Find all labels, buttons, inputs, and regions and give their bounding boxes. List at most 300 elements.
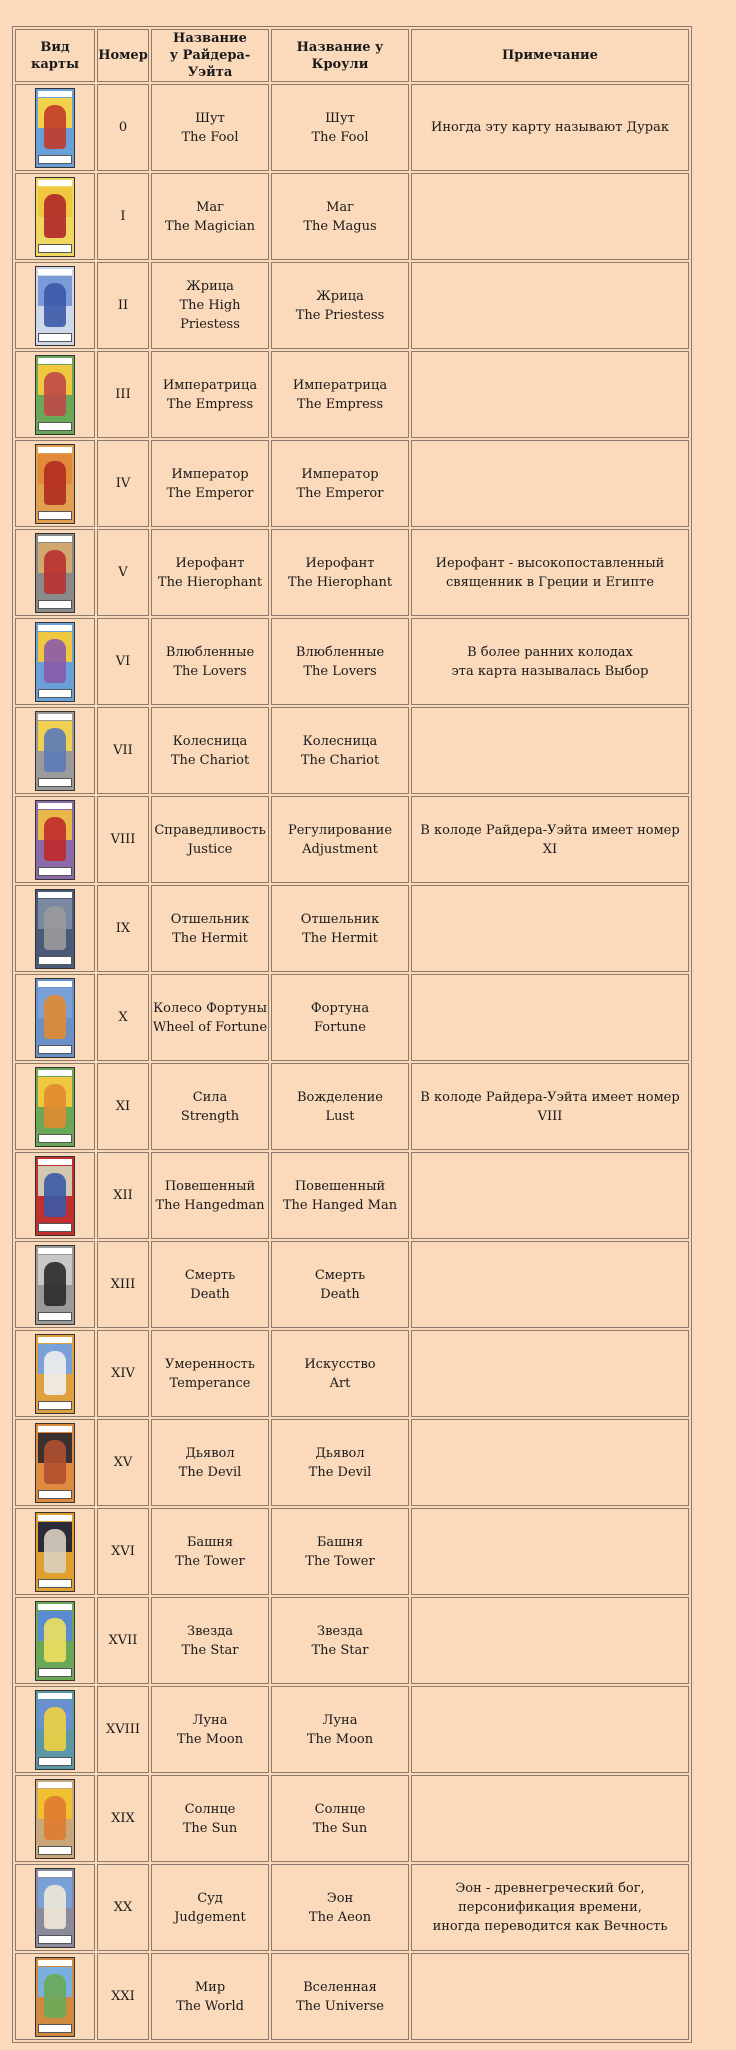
card-number: XIX xyxy=(97,1775,149,1862)
card-figure xyxy=(44,372,66,416)
crowley-name-ru: Иерофант xyxy=(305,555,375,571)
crowley-name-cell xyxy=(271,1864,409,1951)
crowley-name-en: The Hierophant xyxy=(287,574,393,590)
card-figure xyxy=(44,1529,66,1573)
note-line-1: Иногда эту карту называют Дурак xyxy=(431,120,669,135)
rw-name-en: Strength xyxy=(180,1108,240,1124)
crowley-name-en: The Sun xyxy=(312,1820,368,1836)
card-top-band xyxy=(38,1426,72,1432)
table-row xyxy=(15,351,689,438)
card-top-band xyxy=(38,1515,72,1521)
header-rw-name-line2: у Райдера-Уэйта xyxy=(169,48,251,80)
card-title-band xyxy=(38,956,72,965)
rw-name-ru: Колесница xyxy=(172,733,248,749)
card-number: XI xyxy=(97,1063,149,1150)
card-number: VII xyxy=(97,707,149,794)
crowley-name-en: The Universe xyxy=(296,1998,384,2014)
rw-name-ru: Иерофант xyxy=(175,555,245,571)
note-line-1: В более ранних колодах xyxy=(467,644,633,660)
card-top-band xyxy=(38,892,72,898)
crowley-name-en: The Aeon xyxy=(308,1909,372,1925)
crowley-name-en: Adjustment xyxy=(302,841,378,857)
card-title-band xyxy=(38,333,72,342)
card-top-band xyxy=(38,1159,72,1165)
note-cell xyxy=(411,1419,689,1506)
table-row xyxy=(15,84,689,171)
tarot-card-image xyxy=(35,1334,75,1414)
note-cell xyxy=(411,796,689,883)
table-row xyxy=(15,440,689,527)
rw-name-cell xyxy=(151,1686,269,1773)
rw-name-en: Death xyxy=(190,1286,230,1302)
crowley-name-ru: Император xyxy=(301,466,379,482)
rw-name-ru: Дьявол xyxy=(185,1445,235,1461)
card-figure xyxy=(44,1707,66,1751)
crowley-name-ru: Луна xyxy=(322,1712,358,1728)
rw-name-cell xyxy=(151,1864,269,1951)
note-line-1: В колоде Райдера-Уэйта имеет номер VIII xyxy=(420,1089,680,1124)
crowley-name-en: The Moon xyxy=(306,1731,374,1747)
rw-name-cell xyxy=(151,1775,269,1862)
rw-name-en: The Devil xyxy=(178,1464,242,1480)
table-row xyxy=(15,262,689,349)
table-row xyxy=(15,1597,689,1684)
crowley-name-cell xyxy=(271,351,409,438)
crowley-name-cell xyxy=(271,1241,409,1328)
card-number: IX xyxy=(97,885,149,972)
card-title-band xyxy=(38,2024,72,2033)
card-image-cell xyxy=(15,1241,95,1328)
card-top-band xyxy=(38,180,72,186)
card-image-cell xyxy=(15,1063,95,1150)
rw-name-en: The Tower xyxy=(175,1553,245,1569)
card-figure xyxy=(44,194,66,238)
rw-name-en: The Magician xyxy=(165,218,255,234)
rw-name-en: The Empress xyxy=(166,396,254,412)
card-number: XVII xyxy=(97,1597,149,1684)
tarot-card-image xyxy=(35,355,75,435)
card-title-band xyxy=(38,244,72,253)
card-image-cell xyxy=(15,1686,95,1773)
card-image-cell xyxy=(15,1597,95,1684)
crowley-name-cell xyxy=(271,262,409,349)
rw-name-en: The Fool xyxy=(181,129,239,145)
tarot-card-image xyxy=(35,1868,75,1948)
card-figure xyxy=(44,1173,66,1217)
card-number: XIII xyxy=(97,1241,149,1328)
rw-name-cell xyxy=(151,618,269,705)
rw-name-en: Wheel of Fortune xyxy=(152,1019,268,1035)
crowley-name-cell xyxy=(271,1063,409,1150)
rw-name-cell xyxy=(151,84,269,171)
crowley-name-cell xyxy=(271,1152,409,1239)
rw-name-en: The Lovers xyxy=(173,663,247,679)
rw-name-ru: Колесо Фортуны xyxy=(153,1000,267,1016)
rw-name-cell xyxy=(151,173,269,260)
card-title-band xyxy=(38,1134,72,1143)
rw-name-cell xyxy=(151,529,269,616)
crowley-name-en: Art xyxy=(329,1375,351,1391)
note-cell xyxy=(411,1152,689,1239)
note-cell xyxy=(411,618,689,705)
rw-name-cell xyxy=(151,974,269,1061)
rw-name-cell xyxy=(151,440,269,527)
rw-name-cell xyxy=(151,1063,269,1150)
note-cell xyxy=(411,262,689,349)
note-line-2: персонификация времени, xyxy=(458,1900,642,1915)
rw-name-ru: Справедливость xyxy=(154,822,266,838)
note-cell xyxy=(411,1597,689,1684)
table-row xyxy=(15,796,689,883)
tarot-card-image xyxy=(35,266,75,346)
header-rw-name-line1: Название xyxy=(173,31,247,46)
tarot-card-image xyxy=(35,1156,75,1236)
rw-name-cell xyxy=(151,707,269,794)
crowley-name-en: The Star xyxy=(311,1642,369,1658)
header-note: Примечание xyxy=(411,29,689,82)
tarot-card-image xyxy=(35,1779,75,1859)
rw-name-ru: Влюбленные xyxy=(165,644,255,660)
note-line-3: иногда переводится как Вечность xyxy=(432,1919,668,1934)
crowley-name-en: Fortune xyxy=(313,1019,366,1035)
card-figure xyxy=(44,1618,66,1662)
card-figure xyxy=(44,728,66,772)
card-title-band xyxy=(38,867,72,876)
rw-name-ru: Солнце xyxy=(184,1801,236,1817)
crowley-name-cell xyxy=(271,1597,409,1684)
card-number: X xyxy=(97,974,149,1061)
card-figure xyxy=(44,817,66,861)
card-figure xyxy=(44,461,66,505)
tarot-table xyxy=(12,26,692,2043)
card-image-cell xyxy=(15,173,95,260)
rw-name-ru: Шут xyxy=(195,110,225,126)
rw-name-en: The Star xyxy=(181,1642,239,1658)
rw-name-en: The Hierophant xyxy=(157,574,263,590)
card-figure xyxy=(44,1262,66,1306)
rw-name-ru: Мир xyxy=(194,1979,226,1995)
rw-name-en: Judgement xyxy=(174,1909,246,1925)
tarot-card-image xyxy=(35,889,75,969)
card-image-cell xyxy=(15,885,95,972)
card-image-cell xyxy=(15,707,95,794)
tarot-card-image xyxy=(35,800,75,880)
card-figure xyxy=(44,283,66,327)
card-figure xyxy=(44,1440,66,1484)
note-cell xyxy=(411,885,689,972)
note-line-2: священник в Греции и Египте xyxy=(445,574,655,590)
crowley-name-ru: Башня xyxy=(316,1534,364,1550)
crowley-name-ru: Отшельник xyxy=(300,911,380,927)
note-cell xyxy=(411,707,689,794)
card-title-band xyxy=(38,1757,72,1766)
tarot-card-image xyxy=(35,1690,75,1770)
crowley-name-ru: Повешенный xyxy=(294,1178,386,1194)
crowley-name-cell xyxy=(271,1953,409,2040)
tarot-card-image xyxy=(35,978,75,1058)
crowley-name-en: The Hermit xyxy=(302,930,378,946)
card-top-band xyxy=(38,447,72,453)
card-number: III xyxy=(97,351,149,438)
rw-name-ru: Маг xyxy=(196,199,224,215)
rw-name-en: The Chariot xyxy=(170,752,250,768)
crowley-name-cell xyxy=(271,1419,409,1506)
card-image-cell xyxy=(15,1330,95,1417)
rw-name-cell xyxy=(151,885,269,972)
card-top-band xyxy=(38,1960,72,1966)
crowley-name-en: The Emperor xyxy=(296,485,384,501)
rw-name-cell xyxy=(151,1330,269,1417)
tarot-card-image xyxy=(35,1423,75,1503)
tarot-card-image xyxy=(35,88,75,168)
card-image-cell xyxy=(15,529,95,616)
card-title-band xyxy=(38,511,72,520)
crowley-name-ru: Колесница xyxy=(302,733,378,749)
table-row xyxy=(15,1686,689,1773)
rw-name-en: The Hangedman xyxy=(155,1197,265,1213)
card-top-band xyxy=(38,981,72,987)
crowley-name-cell xyxy=(271,173,409,260)
rw-name-ru: Башня xyxy=(186,1534,234,1550)
tarot-card-image xyxy=(35,533,75,613)
card-title-band xyxy=(38,689,72,698)
card-title-band xyxy=(38,155,72,164)
card-image-cell xyxy=(15,618,95,705)
card-top-band xyxy=(38,1782,72,1788)
crowley-name-cell xyxy=(271,440,409,527)
rw-name-ru: Луна xyxy=(192,1712,228,1728)
card-top-band xyxy=(38,803,72,809)
crowley-name-ru: Императрица xyxy=(292,377,388,393)
card-number: II xyxy=(97,262,149,349)
card-figure xyxy=(44,1974,66,2018)
card-title-band xyxy=(38,1312,72,1321)
crowley-name-cell xyxy=(271,1775,409,1862)
card-image-cell xyxy=(15,262,95,349)
table-row xyxy=(15,1419,689,1506)
card-number: XII xyxy=(97,1152,149,1239)
rw-name-en: Justice xyxy=(187,841,233,857)
rw-name-ru: Суд xyxy=(197,1890,223,1906)
crowley-name-cell xyxy=(271,1686,409,1773)
crowley-name-cell xyxy=(271,529,409,616)
crowley-name-en: The Hanged Man xyxy=(282,1197,398,1213)
card-top-band xyxy=(38,1871,72,1877)
crowley-name-en: The Fool xyxy=(311,129,369,145)
card-top-band xyxy=(38,91,72,97)
note-cell xyxy=(411,1953,689,2040)
rw-name-ru: Умеренность xyxy=(165,1356,255,1372)
card-top-band xyxy=(38,714,72,720)
rw-name-cell xyxy=(151,262,269,349)
note-cell xyxy=(411,1063,689,1150)
card-number: IV xyxy=(97,440,149,527)
card-figure xyxy=(44,1885,66,1929)
note-cell xyxy=(411,974,689,1061)
tarot-card-image xyxy=(35,1601,75,1681)
table-row xyxy=(15,529,689,616)
crowley-name-en: The Lovers xyxy=(303,663,377,679)
card-title-band xyxy=(38,1935,72,1944)
crowley-name-cell xyxy=(271,885,409,972)
card-title-band xyxy=(38,1579,72,1588)
tarot-card-image xyxy=(35,711,75,791)
card-number: VI xyxy=(97,618,149,705)
header-card-view: Вид карты xyxy=(15,29,95,82)
rw-name-ru: Звезда xyxy=(187,1623,233,1639)
table-row xyxy=(15,618,689,705)
crowley-name-ru: Звезда xyxy=(317,1623,363,1639)
card-top-band xyxy=(38,1693,72,1699)
crowley-name-ru: Регулирование xyxy=(287,822,393,838)
crowley-name-cell xyxy=(271,796,409,883)
crowley-name-ru: Шут xyxy=(325,110,355,126)
rw-name-ru: Отшельник xyxy=(170,911,250,927)
card-figure xyxy=(44,550,66,594)
crowley-name-cell xyxy=(271,84,409,171)
rw-name-en: The Sun xyxy=(182,1820,238,1836)
card-top-band xyxy=(38,1070,72,1076)
card-number: XXI xyxy=(97,1953,149,2040)
card-top-band xyxy=(38,536,72,542)
rw-name-ru: Император xyxy=(171,466,249,482)
card-image-cell xyxy=(15,796,95,883)
crowley-name-en: Death xyxy=(320,1286,360,1302)
card-image-cell xyxy=(15,84,95,171)
tarot-card-image xyxy=(35,444,75,524)
card-title-band xyxy=(38,1045,72,1054)
table-row xyxy=(15,1063,689,1150)
card-title-band xyxy=(38,1846,72,1855)
rw-name-en: The High Priestess xyxy=(179,298,241,332)
table-row xyxy=(15,974,689,1061)
note-cell xyxy=(411,1775,689,1862)
rw-name-cell xyxy=(151,1953,269,2040)
crowley-name-ru: Маг xyxy=(326,199,354,215)
card-image-cell xyxy=(15,1953,95,2040)
table-row xyxy=(15,1330,689,1417)
crowley-name-ru: Дьявол xyxy=(315,1445,365,1461)
note-cell xyxy=(411,1864,689,1951)
rw-name-ru: Императрица xyxy=(162,377,258,393)
card-title-band xyxy=(38,600,72,609)
card-number: 0 xyxy=(97,84,149,171)
crowley-name-ru: Фортуна xyxy=(310,1000,370,1016)
card-number: XIV xyxy=(97,1330,149,1417)
card-title-band xyxy=(38,1668,72,1677)
card-number: V xyxy=(97,529,149,616)
rw-name-ru: Сила xyxy=(192,1089,228,1105)
note-line-2: эта карта называлась Выбор xyxy=(451,663,649,679)
rw-name-cell xyxy=(151,351,269,438)
note-line-1: В колоде Райдера-Уэйта имеет номер XI xyxy=(420,822,680,857)
table-row xyxy=(15,1152,689,1239)
crowley-name-en: The Chariot xyxy=(300,752,380,768)
crowley-name-en: The Empress xyxy=(296,396,384,412)
note-cell xyxy=(411,529,689,616)
table-row xyxy=(15,173,689,260)
rw-name-en: The Moon xyxy=(176,1731,244,1747)
card-figure xyxy=(44,995,66,1039)
card-figure xyxy=(44,1796,66,1840)
crowley-name-ru: Вожделение xyxy=(296,1089,383,1105)
card-image-cell xyxy=(15,1152,95,1239)
note-line-1: Эон - древнегреческий бог, xyxy=(455,1881,645,1896)
rw-name-en: The Hermit xyxy=(172,930,248,946)
card-title-band xyxy=(38,778,72,787)
card-image-cell xyxy=(15,1419,95,1506)
header-number: Номер xyxy=(97,29,149,82)
crowley-name-cell xyxy=(271,1330,409,1417)
crowley-name-ru: Жрица xyxy=(316,288,364,304)
table-row xyxy=(15,707,689,794)
card-image-cell xyxy=(15,1508,95,1595)
card-figure xyxy=(44,105,66,149)
card-top-band xyxy=(38,1248,72,1254)
crowley-name-en: Lust xyxy=(325,1108,355,1124)
rw-name-cell xyxy=(151,1419,269,1506)
rw-name-en: Temperance xyxy=(169,1375,251,1391)
note-cell xyxy=(411,1330,689,1417)
tarot-card-image xyxy=(35,1957,75,2037)
rw-name-ru: Повешенный xyxy=(164,1178,256,1194)
card-top-band xyxy=(38,1337,72,1343)
note-line-1: Иерофант - высокопоставленный xyxy=(435,555,665,571)
crowley-name-ru: Солнце xyxy=(314,1801,366,1817)
table-row xyxy=(15,1864,689,1951)
rw-name-cell xyxy=(151,796,269,883)
card-number: XVI xyxy=(97,1508,149,1595)
card-title-band xyxy=(38,1223,72,1232)
rw-name-cell xyxy=(151,1241,269,1328)
card-number: XV xyxy=(97,1419,149,1506)
card-top-band xyxy=(38,625,72,631)
tarot-card-image xyxy=(35,1512,75,1592)
note-cell xyxy=(411,84,689,171)
crowley-name-ru: Эон xyxy=(326,1890,354,1906)
crowley-name-ru: Искусство xyxy=(304,1356,376,1372)
card-number: XVIII xyxy=(97,1686,149,1773)
rw-name-en: The Emperor xyxy=(166,485,254,501)
tarot-card-image xyxy=(35,177,75,257)
card-number: XX xyxy=(97,1864,149,1951)
crowley-name-ru: Вселенная xyxy=(303,1979,377,1995)
header-rw-name xyxy=(151,29,269,82)
table-row xyxy=(15,885,689,972)
header-row xyxy=(15,29,689,82)
card-image-cell xyxy=(15,1864,95,1951)
card-title-band xyxy=(38,1401,72,1410)
tarot-card-image xyxy=(35,622,75,702)
rw-name-en: The World xyxy=(176,1998,244,2014)
card-figure xyxy=(44,906,66,950)
crowley-name-cell xyxy=(271,1508,409,1595)
card-image-cell xyxy=(15,974,95,1061)
table-row xyxy=(15,1953,689,2040)
card-image-cell xyxy=(15,351,95,438)
crowley-name-ru: Смерть xyxy=(314,1267,366,1283)
crowley-name-ru: Влюбленные xyxy=(295,644,385,660)
crowley-name-cell xyxy=(271,974,409,1061)
crowley-name-en: The Magus xyxy=(303,218,377,234)
header-crowley-name: Название у Кроули xyxy=(271,29,409,82)
tarot-card-image xyxy=(35,1245,75,1325)
table-row xyxy=(15,1241,689,1328)
note-cell xyxy=(411,173,689,260)
table-row xyxy=(15,1508,689,1595)
crowley-name-cell xyxy=(271,618,409,705)
card-figure xyxy=(44,1084,66,1128)
